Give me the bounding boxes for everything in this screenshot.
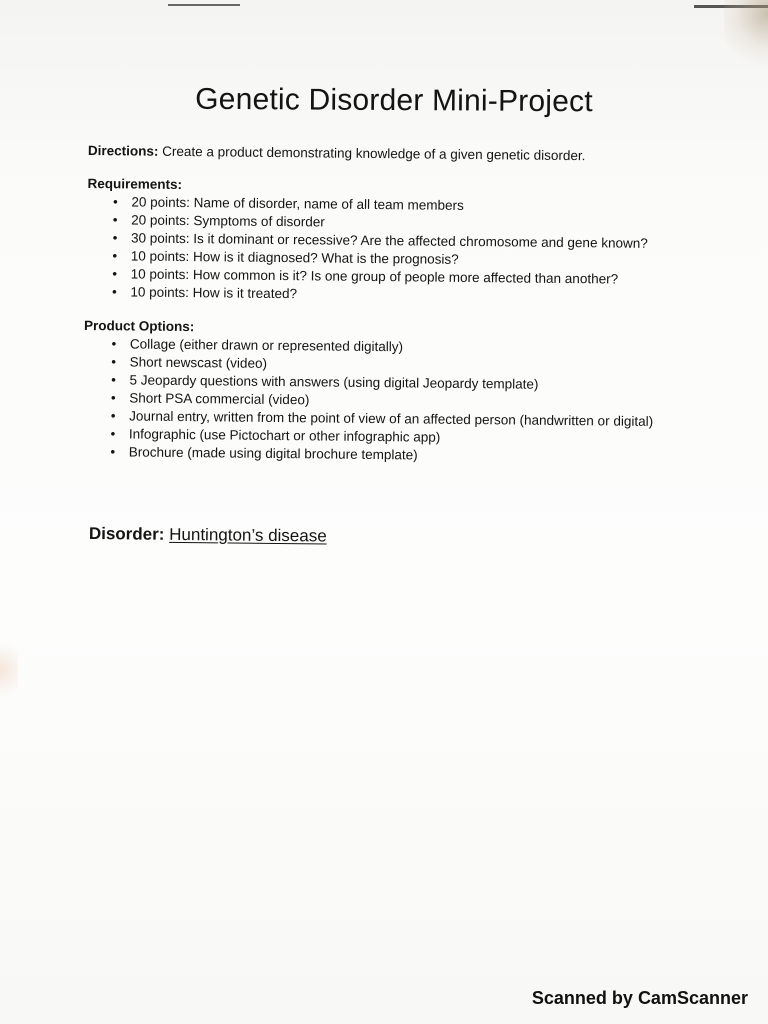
directions-label: Directions: <box>87 142 159 159</box>
bullet-icon: • <box>111 336 117 352</box>
directions-text: Create a product demonstrating knowledge of a given genetic disorder. <box>162 143 586 164</box>
bullet-icon: • <box>110 444 116 460</box>
option-text: Short PSA commercial (video) <box>129 390 310 408</box>
product-options-list <box>85 335 726 468</box>
requirement-text: 10 points: How is it treated? <box>130 284 298 302</box>
requirements-heading: Requirements: <box>87 175 183 192</box>
bullet-icon: • <box>112 212 118 228</box>
scan-edge-mark-left <box>168 4 240 6</box>
page-title: Genetic Disorder Mini-Project <box>195 82 593 119</box>
requirement-text: 30 points: Is it dominant or recessive? Are the affected chromosome and gene known? <box>130 230 648 251</box>
disorder-value: Huntington’s disease <box>169 524 327 546</box>
option-text: Short newscast (video) <box>129 354 268 371</box>
product-options-heading: Product Options: <box>84 317 195 335</box>
bullet-icon: • <box>112 230 118 246</box>
bullet-icon: • <box>112 266 118 282</box>
camscanner-watermark: Scanned by CamScanner <box>531 988 748 1008</box>
option-text: Infographic (use Pictochart or other infographic app) <box>128 426 441 445</box>
requirement-text: 20 points: Symptoms of disorder <box>131 212 325 230</box>
document-body <box>85 142 728 468</box>
disorder-label: Disorder: <box>88 524 165 544</box>
disorder-line <box>89 524 327 546</box>
option-text: Brochure (made using digital brochure template) <box>128 444 418 463</box>
bullet-icon: • <box>111 354 117 370</box>
bullet-icon: • <box>110 426 116 442</box>
requirement-text: 10 points: How common is it? Is one group of people more affected than another? <box>130 266 619 287</box>
left-edge-tint <box>0 640 18 700</box>
bullet-icon: • <box>110 408 116 424</box>
bullet-icon: • <box>111 372 116 388</box>
requirement-text: 10 points: How is it diagnosed? What is the prognosis? <box>130 248 459 267</box>
bullet-icon: • <box>112 194 118 210</box>
directions-line <box>88 142 728 167</box>
requirement-text: 20 points: Name of disorder, name of all team members <box>131 194 464 213</box>
option-text: 5 Jeopardy questions with answers (using digital Jeopardy template) <box>129 372 539 392</box>
corner-shadow <box>724 0 768 70</box>
bullet-icon: • <box>110 390 116 406</box>
option-text: Journal entry, written from the point of view of an affected person (handwritten or digital) <box>129 408 654 429</box>
bullet-icon: • <box>112 248 118 264</box>
bullet-icon: • <box>111 284 117 300</box>
option-text: Collage (either drawn or represented digitally) <box>129 336 404 355</box>
requirements-list <box>86 193 727 308</box>
